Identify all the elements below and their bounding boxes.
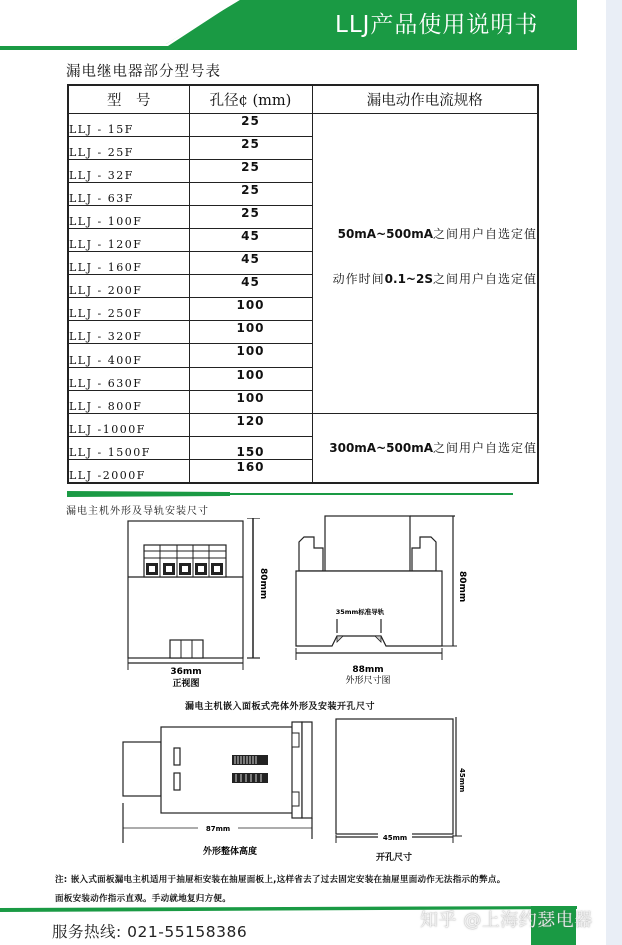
hole-cell: 100 <box>189 321 312 344</box>
panel-mount-caption: 漏电主机嵌入面板式壳体外形及安装开孔尺寸 <box>184 702 375 712</box>
note-line-1: 注: 嵌入式面板漏电主机适用于抽屉柜安装在抽屉面板上,这样省去了过去固定安装在抽屉里面动作无法指示的弊点。 <box>55 875 506 885</box>
hole-cell: 100 <box>189 344 312 367</box>
spec-current-line <box>329 441 537 455</box>
model-cell: LLJ - 1500F <box>68 436 189 459</box>
model-cell: LLJ - 100F <box>68 205 189 228</box>
service-hotline: 服务热线: 021-55158386 <box>52 923 248 941</box>
hole-cell: 45 <box>189 252 312 275</box>
table-title: 漏电继电器部分型号表 <box>66 64 221 80</box>
model-cell: LLJ - 800F <box>68 390 189 413</box>
side-height-label: 80mm <box>457 571 467 603</box>
note-line-2: 面板安装动作指示直观。手动就地复归方便。 <box>55 894 232 904</box>
spec-current-value: 50mA~500mA <box>337 227 433 242</box>
table-header-row <box>68 85 538 113</box>
hole-cell: 25 <box>189 136 312 159</box>
hole-cell: 25 <box>189 159 312 182</box>
spec-time-value: 0.1~2S <box>384 272 433 287</box>
model-cell: LLJ - 320F <box>68 321 189 344</box>
spec-group-2-cell <box>312 413 538 482</box>
cutout-view-name: 开孔尺寸 <box>375 853 413 863</box>
hole-cell: 25 <box>189 205 312 228</box>
profile-length-label: 87mm <box>205 825 231 833</box>
spec-current-suffix: 之间用户自选定值 <box>432 227 537 242</box>
front-height-label: 80mm <box>258 568 268 600</box>
hole-cell: 45 <box>189 275 312 298</box>
model-cell: LLJ - 63F <box>68 182 189 205</box>
profile-view-name: 外形整体高度 <box>202 847 258 857</box>
model-cell: LLJ - 120F <box>68 228 189 251</box>
hole-cell: 100 <box>189 367 312 390</box>
hole-cell: 25 <box>189 182 312 205</box>
front-view-name: 正视图 <box>172 679 200 688</box>
spec-current-suffix: 之间用户自选定值 <box>432 441 537 456</box>
panel-profile-diagram <box>120 715 320 864</box>
page-margin-strip <box>606 0 622 945</box>
cutout-diagram <box>334 716 469 870</box>
model-cell: LLJ - 400F <box>68 344 189 367</box>
column-header-model: 型 号 <box>68 85 189 113</box>
column-header-leakage-spec: 漏电动作电流规格 <box>312 85 538 113</box>
table-row <box>68 113 538 136</box>
model-spec-table <box>67 84 539 484</box>
green-divider <box>67 491 517 497</box>
model-cell: LLJ -2000F <box>68 459 189 482</box>
column-header-hole-diameter: 孔径¢ (mm) <box>189 85 312 113</box>
front-view-diagram <box>120 518 280 692</box>
cutout-width-label: 45mm <box>382 834 408 842</box>
front-width-label: 36mm <box>170 667 202 677</box>
model-cell: LLJ -1000F <box>68 413 189 436</box>
rail-mount-caption: 漏电主机外形及导轨安装尺寸 <box>66 506 209 517</box>
hole-cell: 45 <box>189 228 312 251</box>
hole-cell: 100 <box>189 390 312 413</box>
spec-time-line <box>313 270 538 287</box>
hole-cell: 100 <box>189 298 312 321</box>
watermark: 知乎 @上海约瑟电器 <box>420 910 593 931</box>
model-cell: LLJ - 32F <box>68 159 189 182</box>
rail-label: 35mm标准导轨 <box>335 608 385 616</box>
spec-current-value: 300mA~500mA <box>329 441 433 456</box>
table-row <box>68 413 538 436</box>
hole-cell: 160 <box>189 459 312 482</box>
model-cell: LLJ - 630F <box>68 367 189 390</box>
side-view-diagram <box>290 515 470 694</box>
model-cell: LLJ - 25F <box>68 136 189 159</box>
spec-time-suffix: 之间用户自选定值 <box>432 272 537 287</box>
document-title: LLJ产品使用说明书 <box>335 12 539 38</box>
cutout-height-label: 45mm <box>458 768 466 793</box>
side-width-label: 88mm <box>352 665 384 675</box>
header-band <box>0 0 577 50</box>
spec-group-1-cell <box>312 113 538 413</box>
hole-cell: 120 <box>189 413 312 436</box>
spec-time-prefix: 动作时间 <box>332 272 385 287</box>
side-view-name: 外形尺寸图 <box>345 676 391 686</box>
model-cell: LLJ - 200F <box>68 275 189 298</box>
model-cell: LLJ - 15F <box>68 113 189 136</box>
hole-cell: 150 <box>189 436 312 459</box>
hole-cell: 25 <box>189 113 312 136</box>
model-cell: LLJ - 160F <box>68 252 189 275</box>
spec-current-line <box>313 225 538 242</box>
model-cell: LLJ - 250F <box>68 298 189 321</box>
